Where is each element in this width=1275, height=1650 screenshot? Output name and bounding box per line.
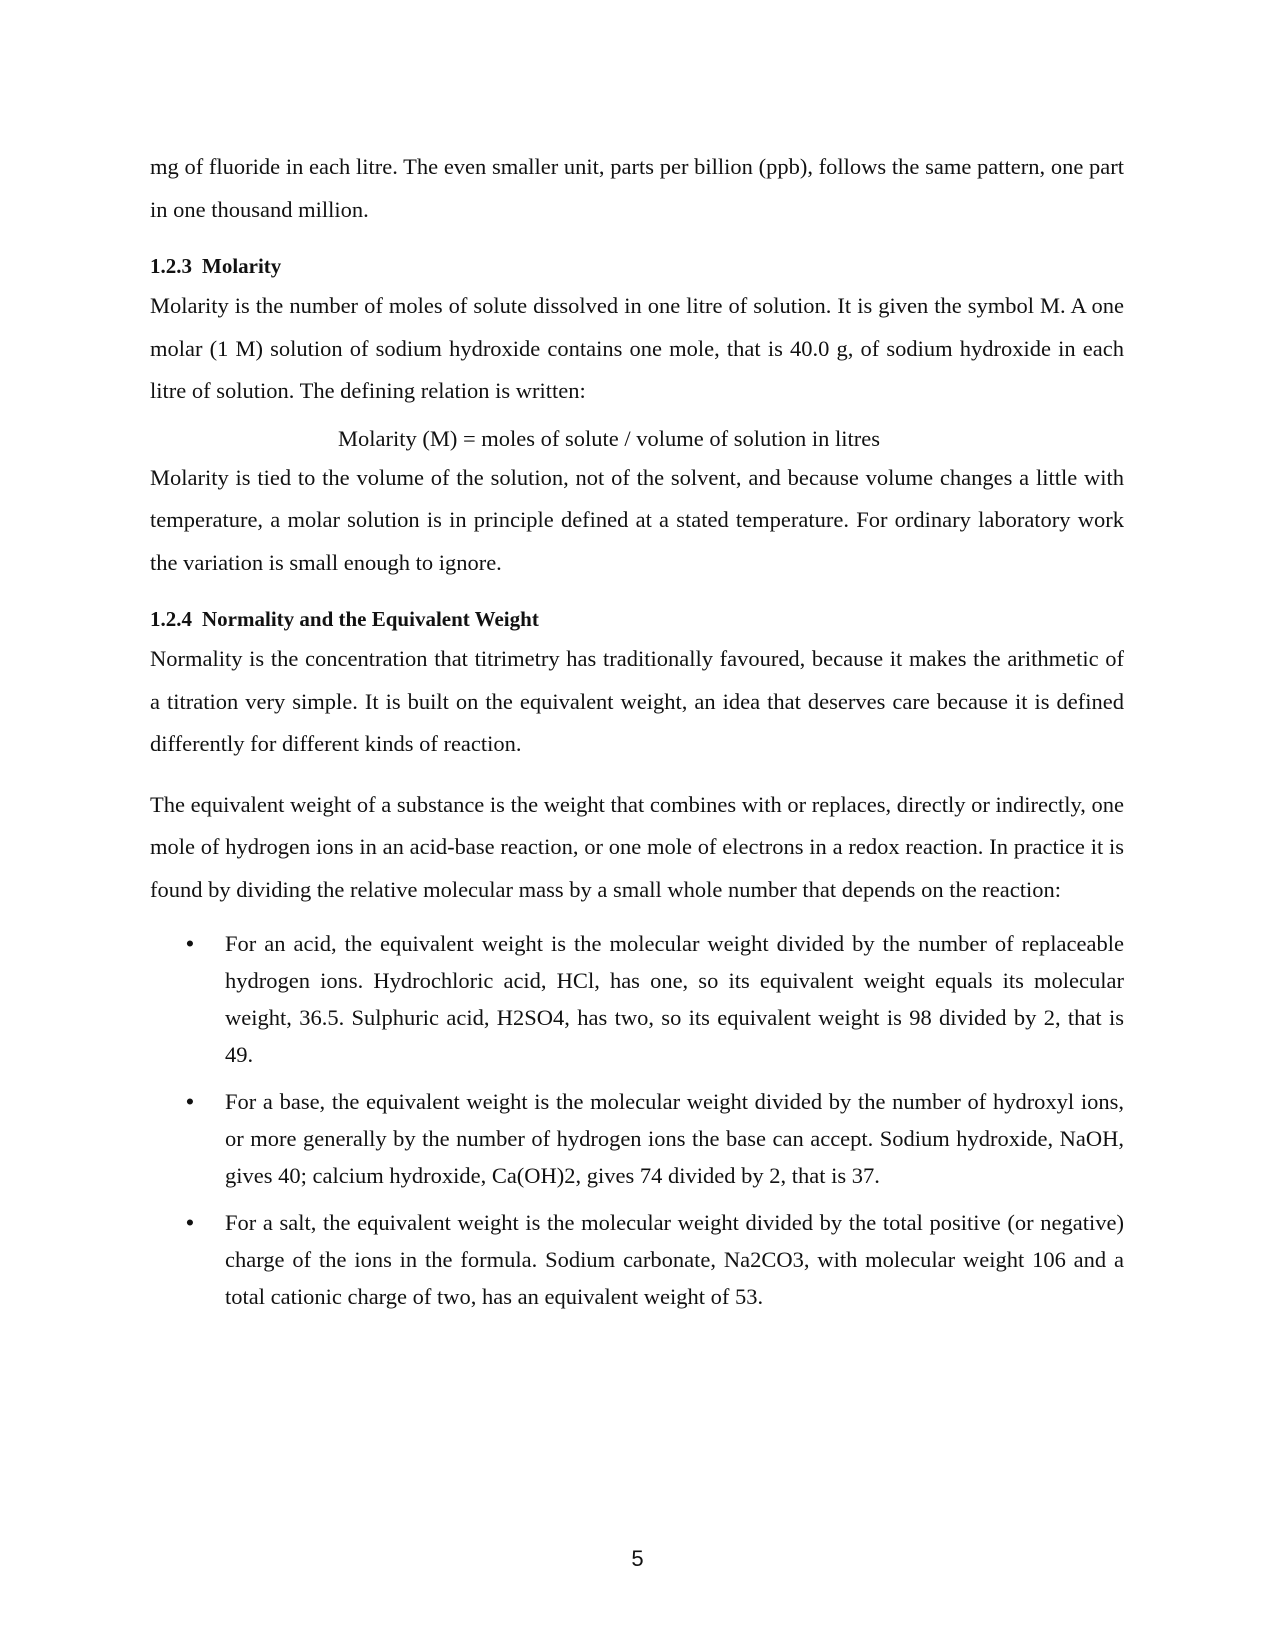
equivalent-weight-list	[150, 925, 1124, 1315]
list-item-text: For a salt, the equivalent weight is the molecular weight divided by the total positive (or negative) charge of the ions in the formula. Sodium carbonate, Na2CO3, with molecular weight 106 and a total cationic charge of two, has an equivalent weight of 53.	[225, 1210, 1124, 1309]
section-title: Normality and the Equivalent Weight	[202, 607, 539, 631]
section-number: 1.2.3	[150, 254, 192, 278]
normality-paragraph-1: Normality is the concentration that titrimetry has traditionally favoured, because it makes the arithmetic of a titration very simple. It is built on the equivalent weight, an idea that deserves care because it is defined differently for different kinds of reaction.	[150, 646, 1124, 756]
section-title: Molarity	[202, 254, 282, 278]
molarity-equation: Molarity (M) = moles of solute / volume of solution in litres	[338, 425, 881, 451]
bullet-icon: •	[186, 1089, 194, 1114]
list-item	[150, 925, 1124, 1073]
bullet-icon: •	[186, 1210, 194, 1235]
section-number: 1.2.4	[150, 607, 192, 631]
page-body	[150, 146, 1124, 1325]
intro-paragraph: mg of fluoride in each litre. The even smaller unit, parts per billion (ppb), follows the same pattern, one part in one thousand million.	[150, 154, 1124, 222]
molarity-paragraph-2: Molarity is tied to the volume of the solution, not of the solvent, and because volume changes a little with temperature, a molar solution is in principle defined at a stated temperature. For ordinary laboratory work the variation is small enough to ignore.	[150, 464, 1124, 575]
molarity-paragraph-1: Molarity is the number of moles of solute dissolved in one litre of solution. It is given the symbol M. A one molar (1 M) solution of sodium hydroxide contains one mole, that is 40.0 g, of sodium hydroxide in each litre of solution. The defining relation is written:	[150, 293, 1124, 403]
list-item-text: For a base, the equivalent weight is the molecular weight divided by the number of hydroxyl ions, or more generally by the number of hydrogen ions the base can accept. Sodium hydroxide, NaOH, gives 40; calcium hydroxide, Ca(OH)2, gives 74 divided by 2, that is 37.	[225, 1089, 1124, 1188]
page-number: 5	[631, 1546, 644, 1571]
list-item	[150, 1083, 1124, 1194]
section-heading-molarity	[150, 249, 1124, 285]
normality-paragraph-2: The equivalent weight of a substance is the weight that combines with or replaces, directly or indirectly, one mole of hydrogen ions in an acid-base reaction, or one mole of electrons in a redox reaction. In practice it is found by dividing the relative molecular mass by a small whole number that depends on the reaction:	[150, 791, 1124, 902]
list-item-text: For an acid, the equivalent weight is the molecular weight divided by the number of replaceable hydrogen ions. Hydrochloric acid, HCl, has one, so its equivalent weight equals its molecular weight, 36.5. Sulphuric acid, H2SO4, has two, so its equivalent weight is 98 divided by 2, that is 49.	[225, 931, 1124, 1067]
section-heading-normality	[150, 602, 1124, 638]
list-item	[150, 1204, 1124, 1315]
bullet-icon: •	[186, 931, 194, 956]
